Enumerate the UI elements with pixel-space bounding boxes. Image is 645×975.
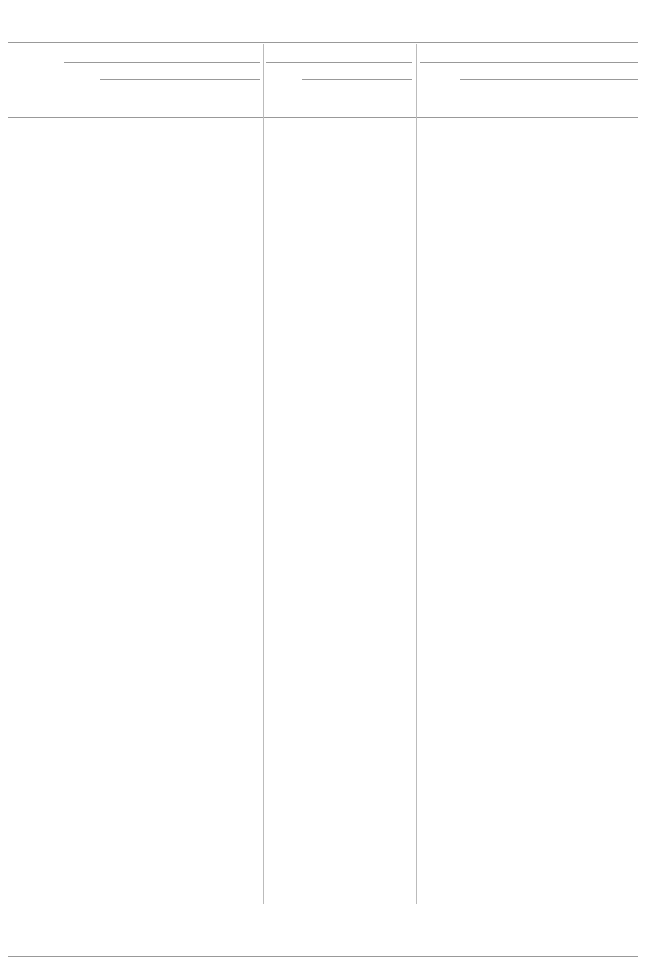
header-rule-tasas-desest	[302, 79, 412, 80]
header-rule-tasas-tendencia	[460, 79, 638, 80]
table-bottom-rule	[8, 956, 638, 957]
header-rule-tendencia	[420, 62, 638, 63]
header-rule-desest	[266, 62, 412, 63]
column-divider-2	[416, 44, 417, 904]
header-rule-tasas-original	[100, 79, 260, 80]
header-rule-original	[64, 62, 260, 63]
column-divider-1	[263, 44, 264, 904]
header-top-rule	[8, 42, 638, 43]
header-bottom-rule	[8, 117, 638, 118]
